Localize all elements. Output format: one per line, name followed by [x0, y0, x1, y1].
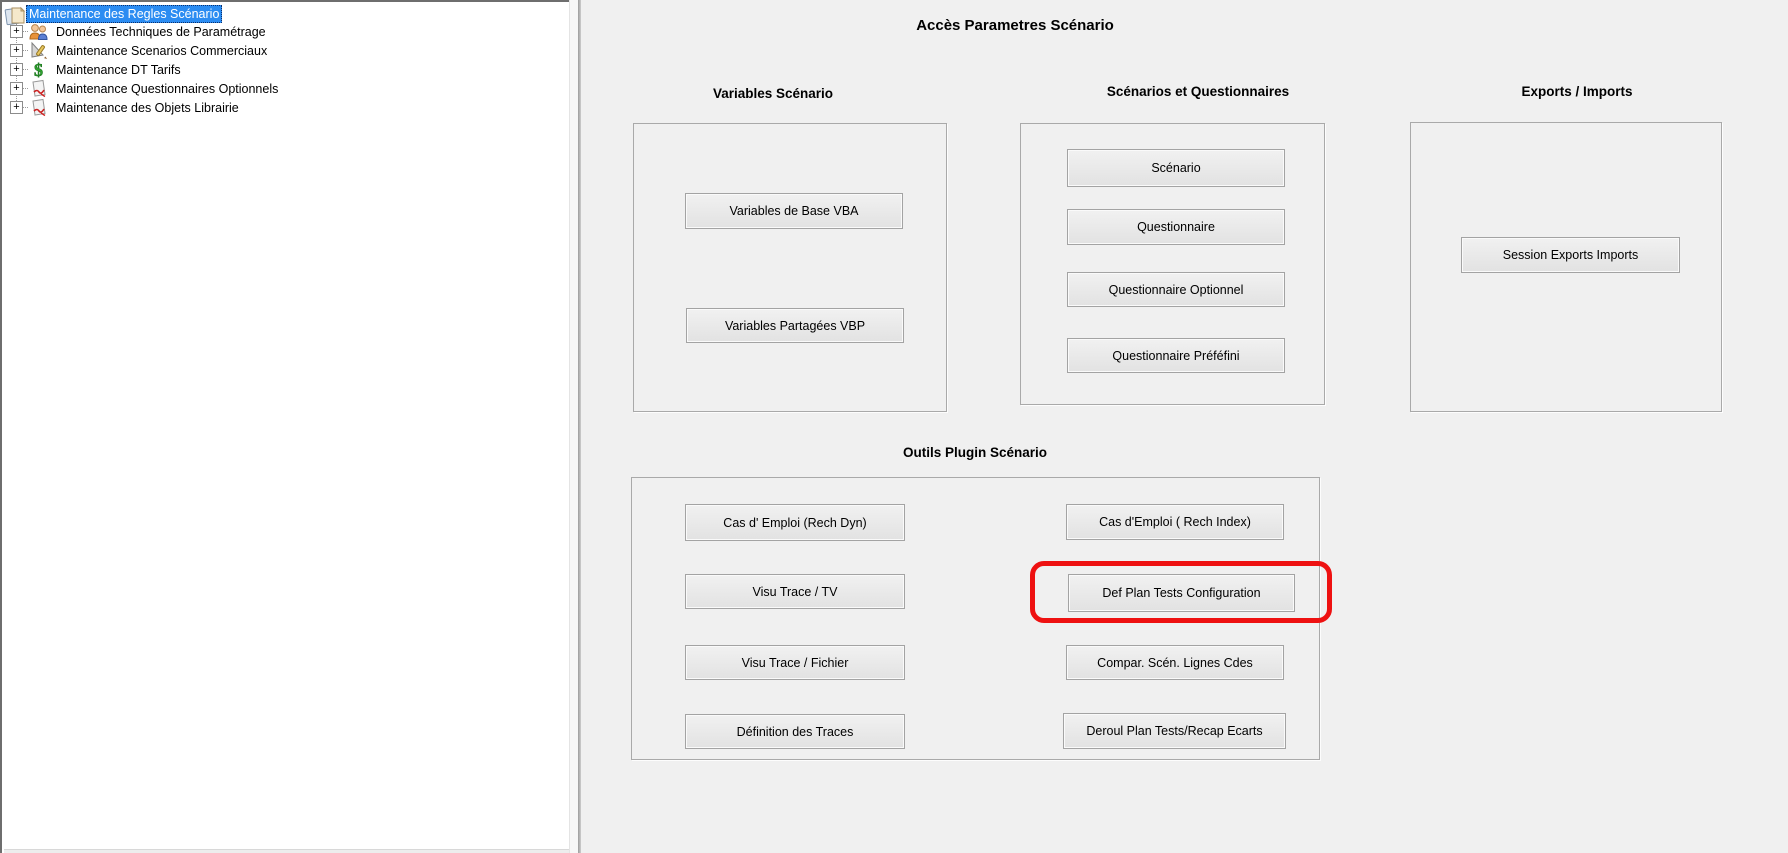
dollar-icon [28, 60, 49, 80]
tree-item-dt-tarifs[interactable]: Maintenance DT Tarifs [56, 62, 181, 77]
cas-emploi-rech-dyn-button[interactable]: Cas d' Emploi (Rech Dyn) [685, 504, 905, 541]
exports-group-header: Exports / Imports [1521, 84, 1633, 99]
tree-row [2, 41, 562, 60]
questionnaire-button[interactable]: Questionnaire [1067, 209, 1285, 245]
tree-item-scenarios-commerciaux[interactable]: Maintenance Scenarios Commerciaux [56, 43, 268, 58]
svg-text:$: $ [34, 59, 43, 80]
variables-group-header: Variables Scénario [712, 86, 834, 101]
plus-expand-icon[interactable]: + [10, 101, 23, 114]
plus-expand-icon[interactable]: + [10, 44, 23, 57]
panel-divider [578, 0, 581, 853]
tree-row [2, 60, 562, 79]
users-icon [28, 22, 49, 42]
visu-trace-fichier-button[interactable]: Visu Trace / Fichier [685, 645, 905, 680]
flag-pencil-icon [28, 41, 49, 61]
tree-row [2, 22, 562, 41]
plus-expand-icon[interactable]: + [10, 82, 23, 95]
definition-des-traces-button[interactable]: Définition des Traces [685, 714, 905, 749]
outils-group-header: Outils Plugin Scénario [902, 445, 1048, 460]
tree-panel [0, 0, 569, 853]
plus-expand-icon[interactable]: + [10, 25, 23, 38]
tree-item-donnees-techniques[interactable]: Données Techniques de Paramétrage [56, 24, 266, 39]
variables-groupbox [633, 123, 947, 412]
cas-emploi-rech-index-button[interactable]: Cas d'Emploi ( Rech Index) [1066, 504, 1284, 540]
def-plan-tests-configuration-button[interactable]: Def Plan Tests Configuration [1068, 574, 1295, 612]
horizontal-scrollbar[interactable] [4, 849, 571, 853]
questionnaire-optionnel-button[interactable]: Questionnaire Optionnel [1067, 272, 1285, 307]
scenario-button[interactable]: Scénario [1067, 149, 1285, 187]
visu-trace-tv-button[interactable]: Visu Trace / TV [685, 574, 905, 609]
deroul-plan-tests-recap-ecarts-button[interactable]: Deroul Plan Tests/Recap Ecarts [1063, 713, 1286, 749]
plus-expand-icon[interactable]: + [10, 63, 23, 76]
tree-row [2, 79, 562, 98]
session-exports-imports-button[interactable]: Session Exports Imports [1461, 237, 1680, 273]
panel-splitter[interactable] [569, 0, 578, 853]
tree-row-root [2, 4, 562, 23]
page-title: Accès Parametres Scénario [916, 17, 1114, 34]
variables-partagees-vbp-button[interactable]: Variables Partagées VBP [686, 308, 904, 343]
tree-item-maintenance-regles-scenario[interactable]: Maintenance des Regles Scénario [26, 5, 222, 23]
compar-scen-lignes-cdes-button[interactable]: Compar. Scén. Lignes Cdes [1066, 645, 1284, 680]
tree-item-questionnaires-optionnels[interactable]: Maintenance Questionnaires Optionnels [56, 81, 279, 96]
tree-row [2, 98, 562, 117]
questionnaire-predefini-button[interactable]: Questionnaire Préféfini [1067, 338, 1285, 373]
document-signature-icon [28, 79, 49, 99]
scenarios-group-header: Scénarios et Questionnaires [1106, 84, 1290, 99]
variables-de-base-vba-button[interactable]: Variables de Base VBA [685, 193, 903, 229]
document-signature-icon [28, 98, 49, 118]
tree-item-objets-librairie[interactable]: Maintenance des Objets Librairie [56, 100, 239, 115]
